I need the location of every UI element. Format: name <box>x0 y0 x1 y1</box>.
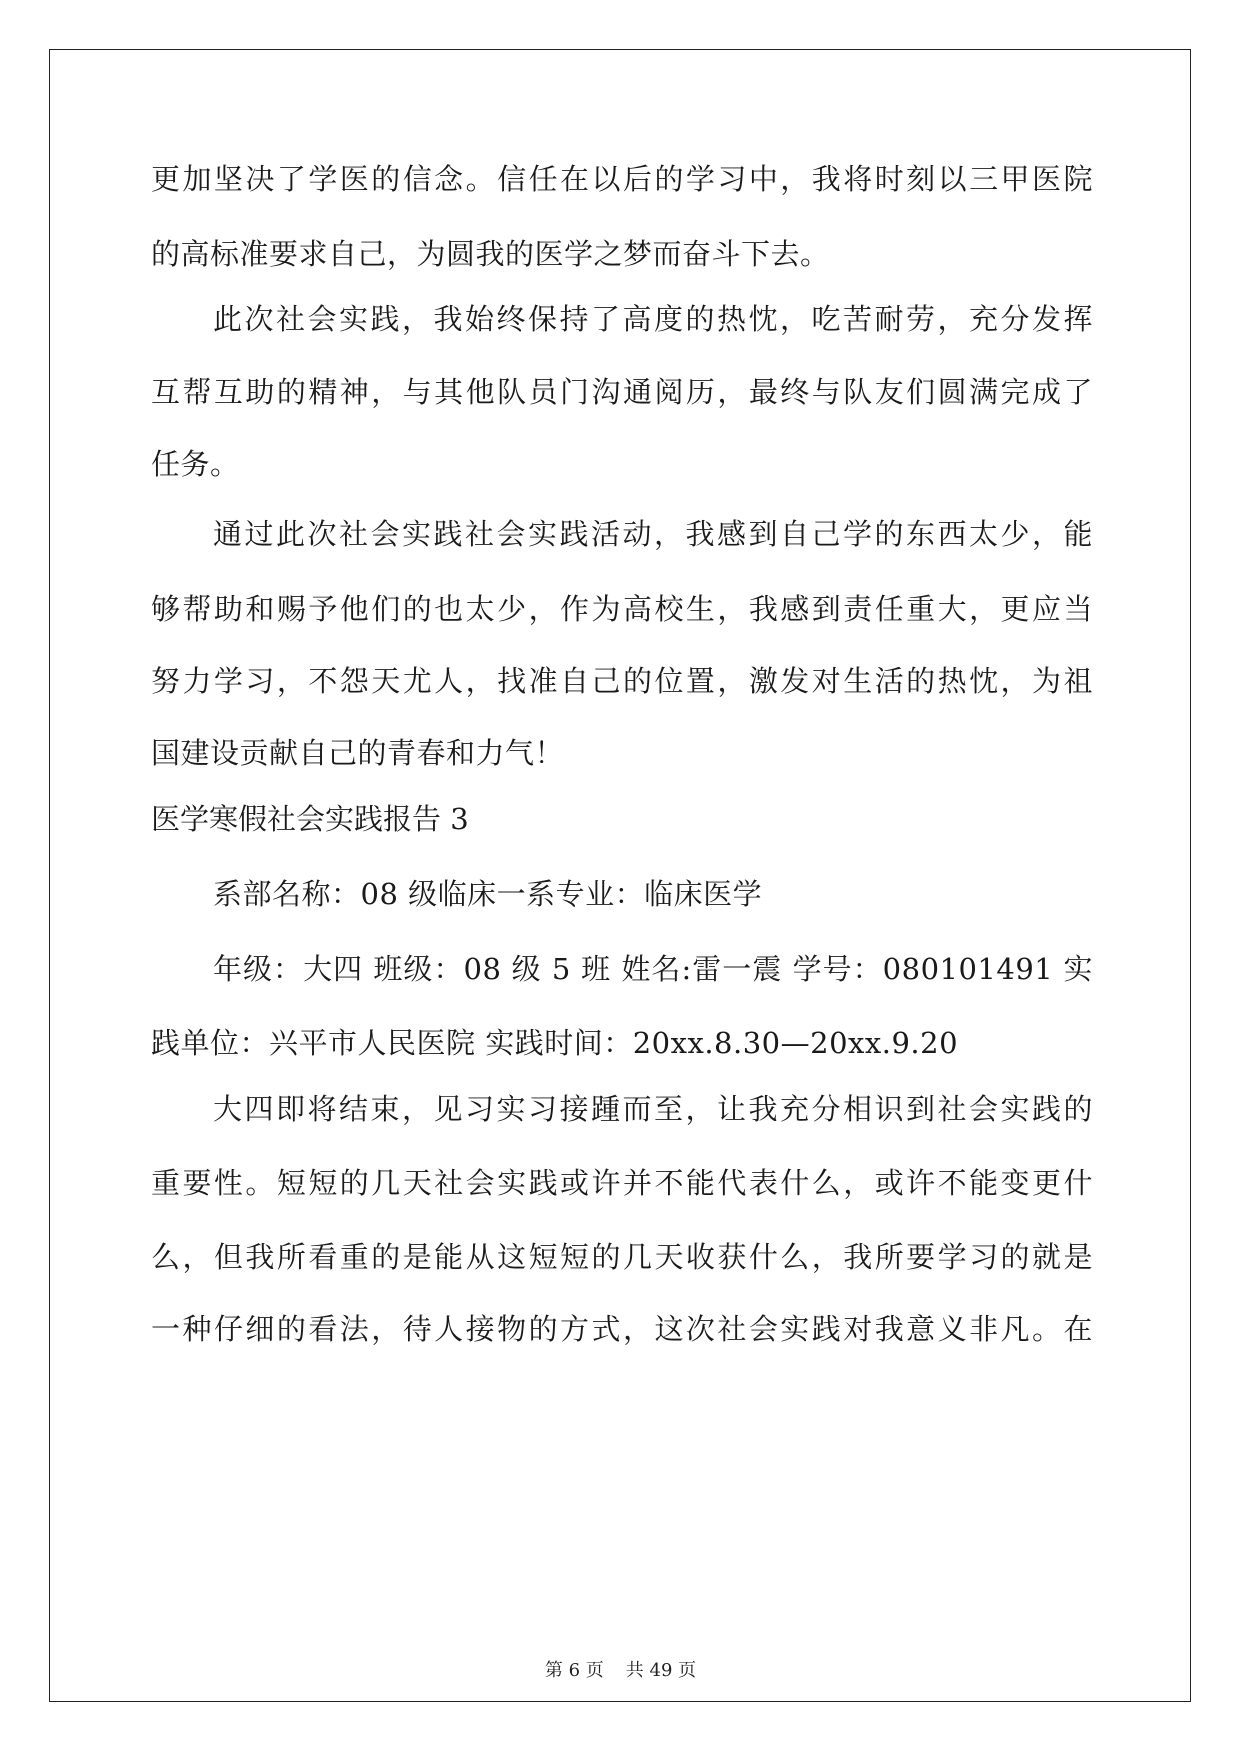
text-line: 互帮互助的精神，与其他队员门沟通阅历，最终与队友们圆满完成了 <box>151 375 1093 409</box>
text-line: 国建设贡献自己的青春和力气！ <box>151 736 565 770</box>
text-line: 努力学习，不怨天尤人，找准自己的位置，激发对生活的热忱，为祖 <box>151 664 1093 698</box>
page-total: 共 49 页 <box>625 1660 697 1681</box>
page-number: 第 6 页 <box>544 1660 604 1681</box>
text-line: 任务。 <box>151 447 240 481</box>
practice-info-line: 践单位：兴平市人民医院 实践时间：20xx.8.30—20xx.9.20 <box>151 1026 959 1060</box>
page-footer <box>0 1659 1241 1683</box>
section-heading: 医学寒假社会实践报告 3 <box>151 802 469 836</box>
paragraph-first-line: 大四即将结束，见习实习接踵而至，让我充分相识到社会实践的 <box>213 1092 1093 1126</box>
text-line: 重要性。短短的几天社会实践或许并不能代表什么，或许不能变更什 <box>151 1166 1093 1200</box>
text-line: 更加坚决了学医的信念。信任在以后的学习中，我将时刻以三甲医院 <box>151 162 1093 196</box>
paragraph-first-line: 通过此次社会实践社会实践活动，我感到自己学的东西太少，能 <box>213 517 1093 551</box>
text-line: 够帮助和赐予他们的也太少，作为高校生，我感到责任重大，更应当 <box>151 592 1093 626</box>
text-line: 一种仔细的看法，待人接物的方式，这次社会实践对我意义非凡。在 <box>151 1312 1093 1346</box>
text-line: 么，但我所看重的是能从这短短的几天收获什么，我所要学习的就是 <box>151 1240 1093 1274</box>
paragraph-first-line: 此次社会实践，我始终保持了高度的热忱，吃苦耐劳，充分发挥 <box>213 302 1093 336</box>
dept-info-line: 系部名称：08 级临床一系专业：临床医学 <box>213 877 763 911</box>
student-info-line: 年级：大四 班级：08 级 5 班 姓名:雷一震 学号：080101491 实 <box>213 952 1093 986</box>
text-line: 的高标准要求自己，为圆我的医学之梦而奋斗下去。 <box>151 237 830 271</box>
